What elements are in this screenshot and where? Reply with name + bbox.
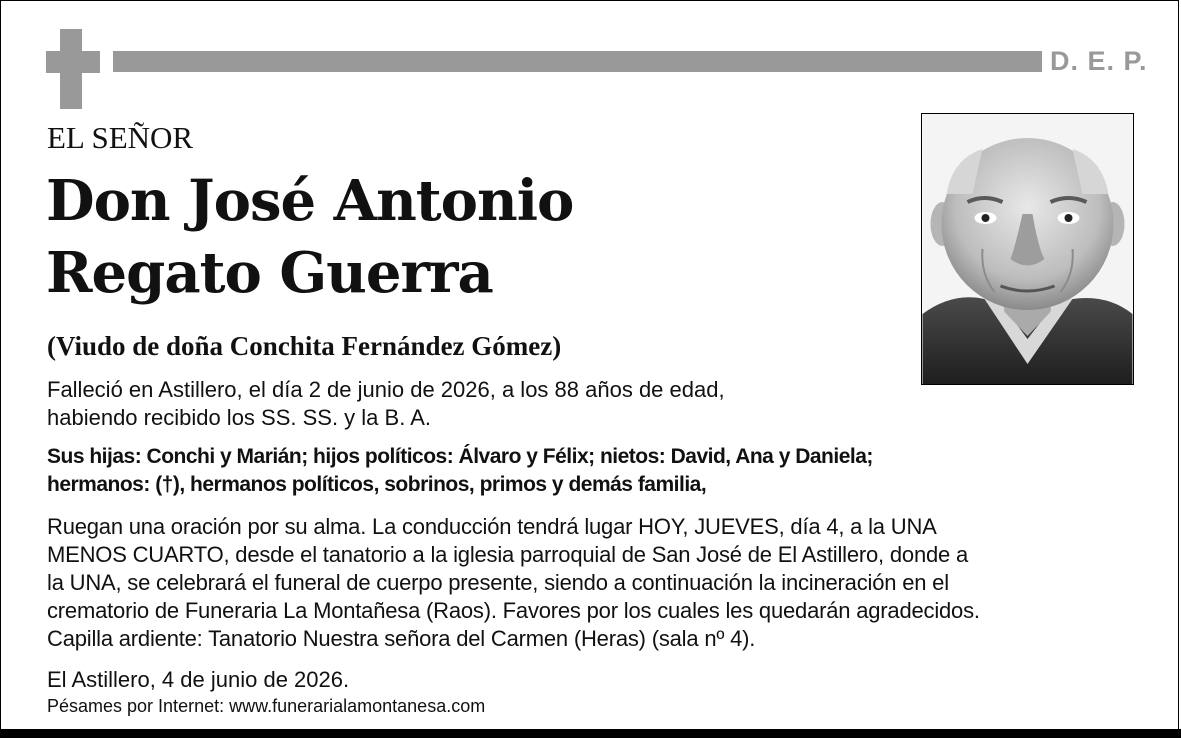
family-list [47,443,1047,499]
portrait-illustration [922,114,1133,384]
honorific: EL SEÑOR [47,120,194,155]
ceremony-line: crematorio de Funeraria La Montañesa (Raos). Favores por los cuales les quedarán agradecidos. [47,598,980,623]
ceremony-line: la UNA, se celebrará el funeral de cuerpo presente, siendo a continuación la incineración en el [47,570,949,595]
ceremony-line: Capilla ardiente: Tanatorio Nuestra señora del Carmen (Heras) (sala nº 4). [47,626,756,651]
death-statement [47,376,897,432]
family-line-2: hermanos: (†), hermanos políticos, sobrinos, primos y demás familia, [47,473,707,496]
header-rule [113,51,1042,72]
ceremony-text [47,513,1137,653]
dep-label: D. E. P. [1050,46,1148,76]
family-line-1: Sus hijas: Conchi y Marián; hijos políticos: Álvaro y Félix; nietos: David, Ana y Daniela; [47,445,873,468]
ceremony-line: MENOS CUARTO, desde el tanatorio a la iglesia parroquial de San José de El Astillero, donde a [47,542,968,567]
death-line-2: habiendo recibido los SS. SS. y la B. A. [47,405,432,430]
place-date: El Astillero, 4 de junio de 2026. [47,667,350,692]
portrait-photo [921,113,1134,385]
ceremony-line: Ruegan una oración por su alma. La conducción tendrá lugar HOY, JUEVES, día 4, a la UNA [47,514,937,539]
name-line-1: Don José Antonio [46,168,574,234]
death-line-1: Falleció en Astillero, el día 2 de junio de 2026, a los 88 años de edad, [47,377,725,402]
bottom-border-bar [0,729,1181,738]
widow-note: (Viudo de doña Conchita Fernández Gómez) [47,331,562,361]
condolences-link: Pésames por Internet: www.funerarialamontanesa.com [47,696,486,716]
cross-icon [46,29,100,109]
deceased-name [46,165,806,309]
name-line-2: Regato Guerra [46,240,493,306]
